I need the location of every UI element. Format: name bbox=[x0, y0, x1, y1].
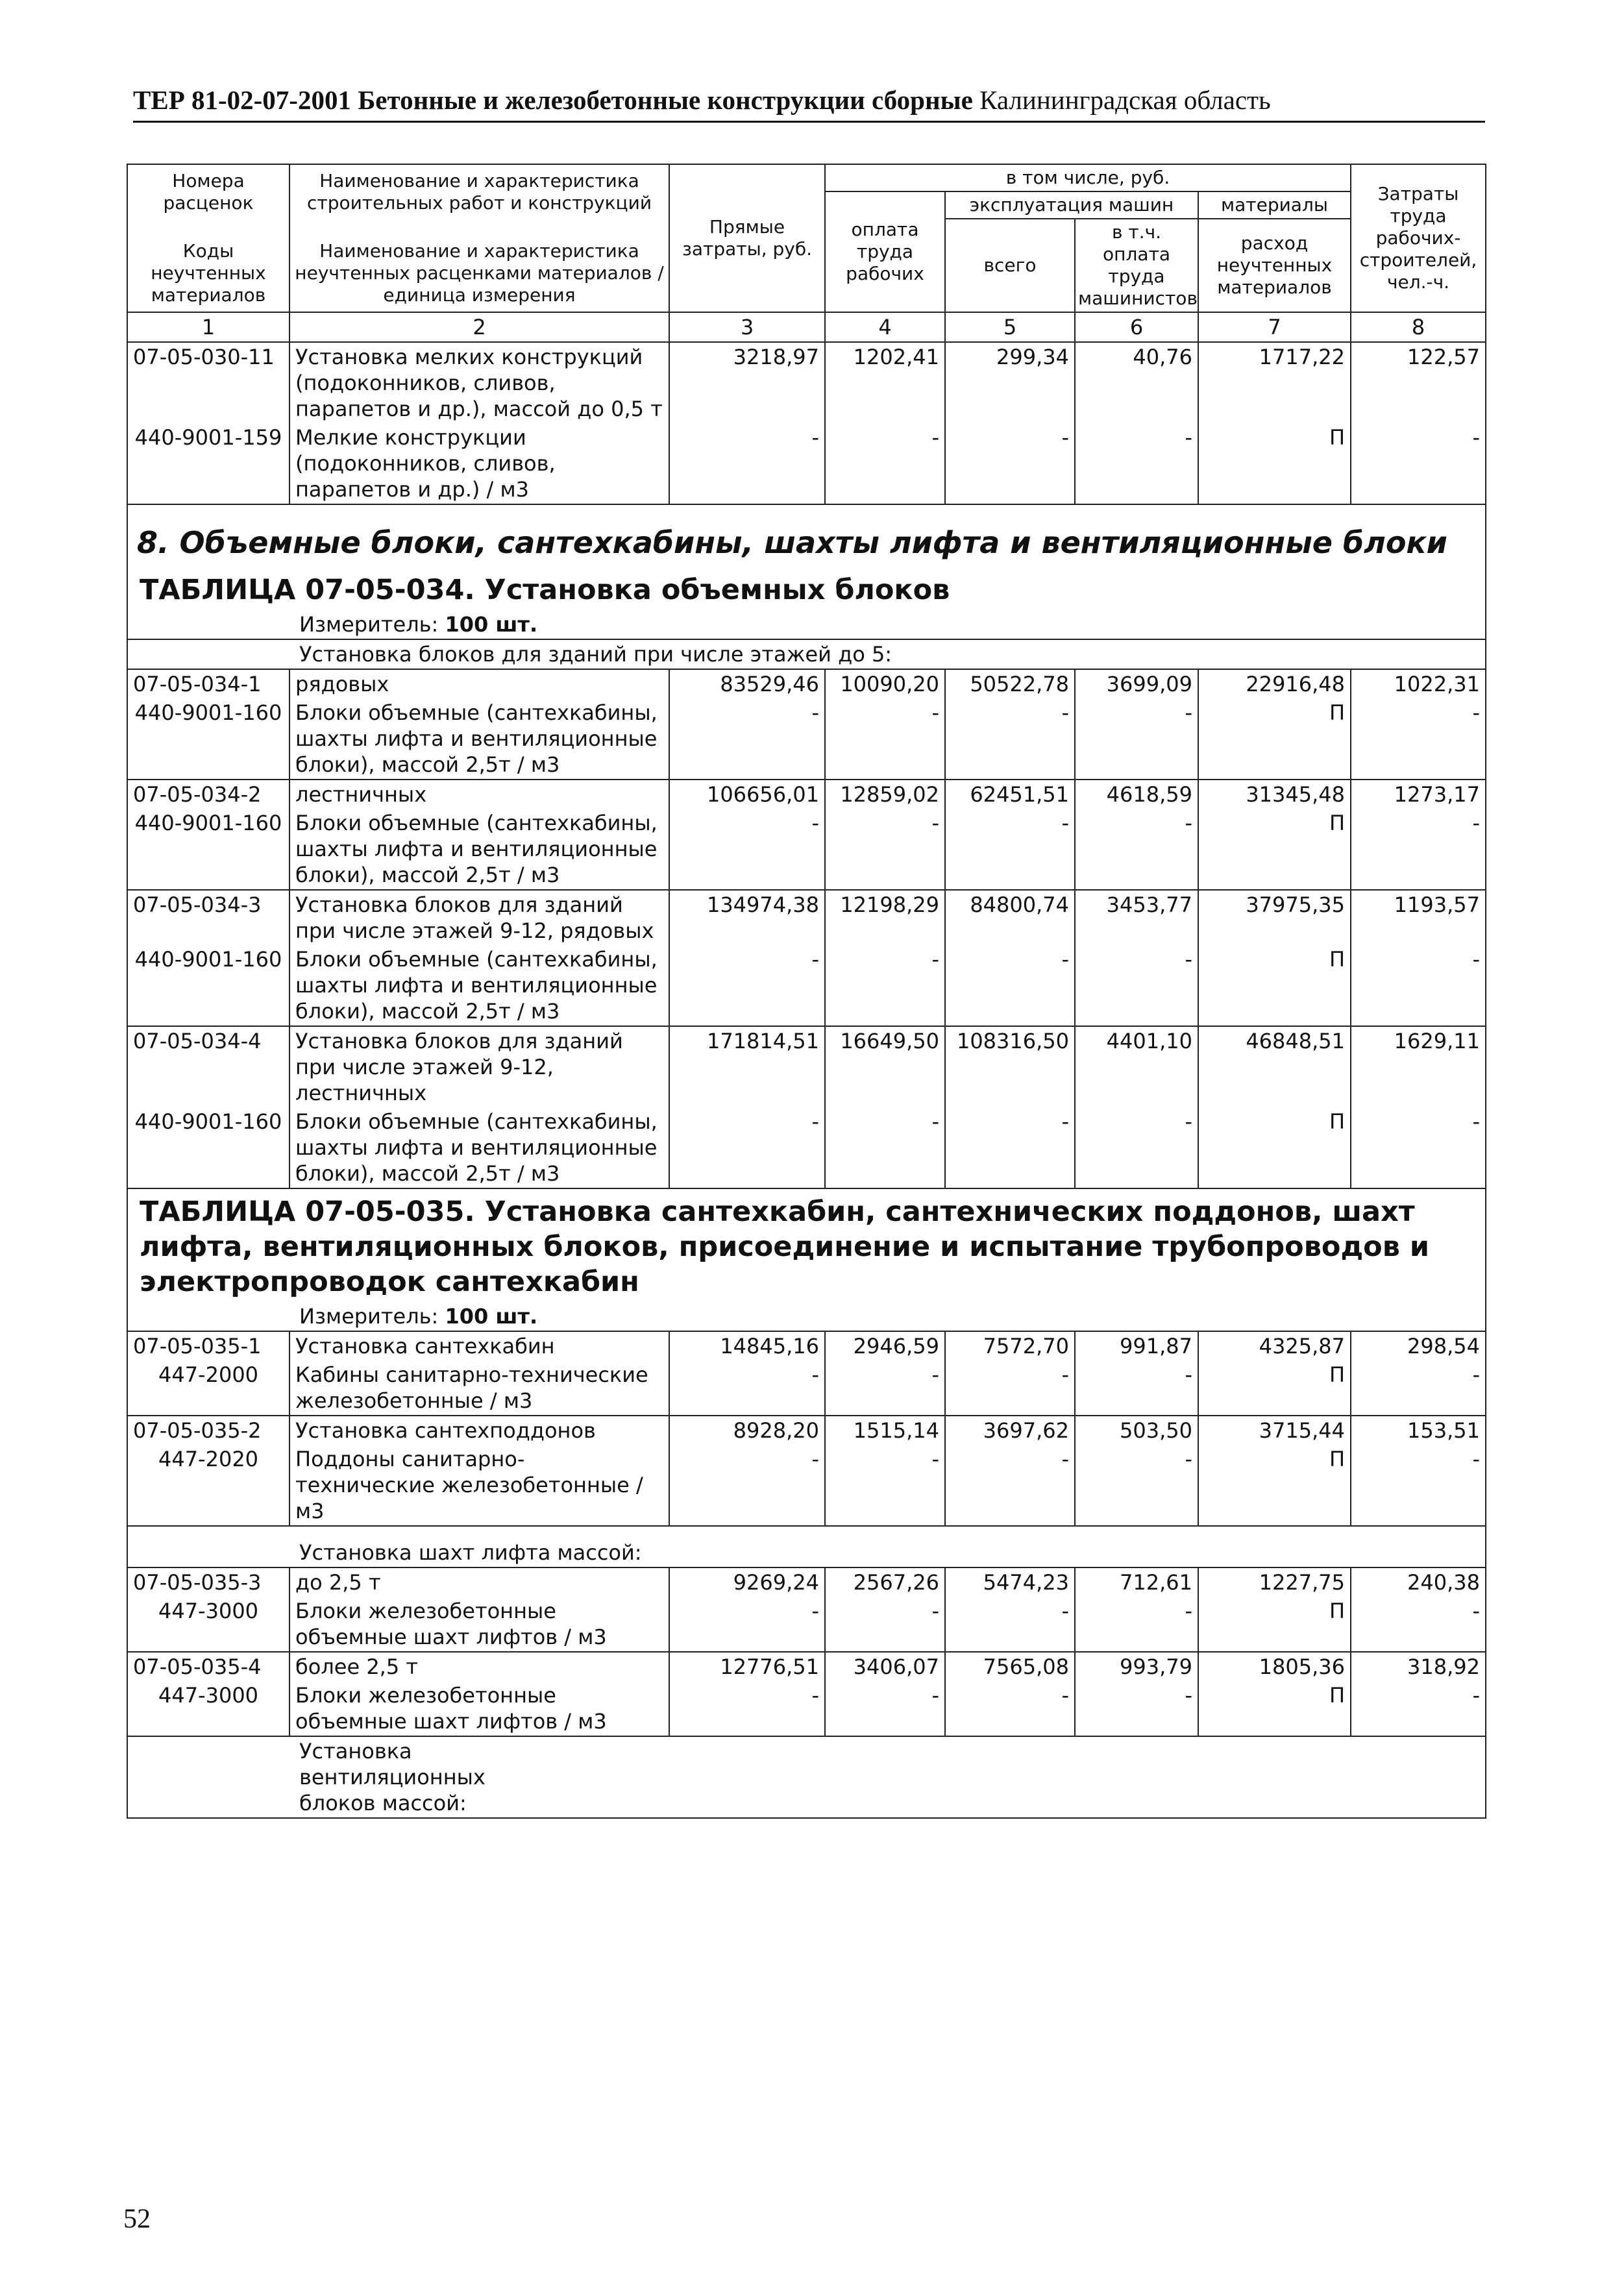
table-035-title: ТАБЛИЦА 07-05-035. Установка сантехкабин, сантехнических поддонов, шахт лифта, вентиляционных блоков, присоединение и испытание трубопроводов и электропроводок сантехкабин bbox=[127, 1188, 1486, 1302]
section-row bbox=[127, 504, 1486, 567]
rate-row: 07-05-035-4 более 2,5 т 12776,51 3406,07 7565,08 993,79 1805,36 318,92 bbox=[127, 1652, 1486, 1681]
rate-row: 07-05-035-3 до 2,5 т 9269,24 2567,26 5474,23 712,61 1227,75 240,38 bbox=[127, 1567, 1486, 1597]
header-region: Калининградская область bbox=[979, 85, 1271, 115]
material-row: 440-9001-159 Мелкие конструкции (подоконников, сливов, парапетов и др.) / м3 - - - - П - bbox=[127, 423, 1486, 504]
col1-header: Номера расценок Коды неучтенных материалов bbox=[127, 164, 289, 312]
lead-row bbox=[127, 1736, 1486, 1818]
table-title-row bbox=[127, 1188, 1486, 1302]
header-doc-code: ТЕР 81-02-07-2001 bbox=[133, 85, 351, 115]
header-rule bbox=[133, 121, 1485, 123]
page-number: 52 bbox=[123, 2204, 151, 2234]
material-row: 447-3000 Блоки железобетонные объемные шахт лифтов / м3 - - - - П - bbox=[127, 1681, 1486, 1736]
lead-row bbox=[127, 1526, 1486, 1567]
col7-header: расход неучтенных материалов bbox=[1198, 219, 1351, 312]
material-row: 447-2000 Кабины санитарно-технические железобетонные / м3 - - - - П - bbox=[127, 1360, 1486, 1416]
group-header: в том числе, руб. bbox=[825, 164, 1351, 191]
table-title-row bbox=[127, 567, 1486, 610]
column-numbers: 1 2 3 4 5 6 7 8 bbox=[127, 312, 1486, 342]
material-row: 440-9001-160 Блоки объемные (сантехкабины, шахты лифта и вентиляционные блоки), массой 2,5т / м3 - - - - П - bbox=[127, 1107, 1486, 1188]
col2-header: Наименование и характеристика строительных работ и конструкций Наименование и характеристика неучтенных расценками материалов / единица измерения bbox=[289, 164, 669, 312]
rate-row: 07-05-035-1 Установка сантехкабин 14845,16 2946,59 7572,70 991,87 4325,87 298,54 bbox=[127, 1331, 1486, 1360]
col6-header: в т.ч. оплата труда машинистов bbox=[1075, 219, 1198, 312]
lead-row bbox=[127, 639, 1486, 669]
material-row: 447-2020 Поддоны санитарно-технические железобетонные / м3 - - - - П - bbox=[127, 1445, 1486, 1526]
lead-shaft: Установка шахт лифта массой: bbox=[127, 1526, 1486, 1567]
rate-row: 07-05-030-11 Установка мелких конструкций (подоконников, сливов, парапетов и др.), массой до 0,5 т 3218,97 1202,41 299,34 40,76 1717,22 122,57 bbox=[127, 342, 1486, 423]
material-row: 440-9001-160 Блоки объемные (сантехкабины, шахты лифта и вентиляционные блоки), массой 2,5т / м3 - - - - П - bbox=[127, 698, 1486, 780]
lead-vent: Установка вентиляционных блоков массой: bbox=[127, 1736, 1486, 1818]
price-table bbox=[127, 164, 1486, 1819]
material-row: 440-9001-160 Блоки объемные (сантехкабины, шахты лифта и вентиляционные блоки), массой 2,5т / м3 - - - - П - bbox=[127, 809, 1486, 890]
header-doc-title: Бетонные и железобетонные конструкции сборные bbox=[358, 85, 973, 115]
running-header bbox=[133, 84, 1271, 116]
material-row: 440-9001-160 Блоки объемные (сантехкабины, шахты лифта и вентиляционные блоки), массой 2,5т / м3 - - - - П - bbox=[127, 945, 1486, 1026]
header-row-1 bbox=[127, 164, 1486, 191]
table-034-title: ТАБЛИЦА 07-05-034. Установка объемных блоков bbox=[127, 567, 1486, 610]
col4-header: оплата труда рабочих bbox=[825, 191, 945, 312]
materials-header: материалы bbox=[1198, 191, 1351, 219]
measure-034: Измеритель: 100 шт. bbox=[127, 610, 1486, 639]
rate-row: 07-05-035-2 Установка сантехподдонов 8928,20 1515,14 3697,62 503,50 3715,44 153,51 bbox=[127, 1416, 1486, 1445]
measure-row bbox=[127, 1302, 1486, 1331]
rate-row: 07-05-034-1 рядовых 83529,46 10090,20 50522,78 3699,09 22916,48 1022,31 bbox=[127, 669, 1486, 698]
measure-row bbox=[127, 610, 1486, 639]
measure-035: Измеритель: 100 шт. bbox=[127, 1302, 1486, 1331]
lead-034: Установка блоков для зданий при числе этажей до 5: bbox=[127, 639, 1486, 669]
col5-header: всего bbox=[945, 219, 1075, 312]
rate-row: 07-05-034-2 лестничных 106656,01 12859,02 62451,51 4618,59 31345,48 1273,17 bbox=[127, 780, 1486, 809]
rate-row: 07-05-034-4 Установка блоков для зданий при числе этажей 9-12, лестничных 171814,51 16649,50 108316,50 4401,10 46848,51 1629,11 bbox=[127, 1026, 1486, 1107]
machines-header: эксплуатация машин bbox=[945, 191, 1198, 219]
section-title: 8. Объемные блоки, сантехкабины, шахты лифта и вентиляционные блоки bbox=[127, 504, 1486, 567]
col8-header: Затраты труда рабочих-строителей, чел.-ч. bbox=[1351, 164, 1486, 312]
col3-header: Прямые затраты, руб. bbox=[669, 164, 825, 312]
rate-row: 07-05-034-3 Установка блоков для зданий при числе этажей 9-12, рядовых 134974,38 12198,29 84800,74 3453,77 37975,35 1193,57 bbox=[127, 890, 1486, 945]
material-row: 447-3000 Блоки железобетонные объемные шахт лифтов / м3 - - - - П - bbox=[127, 1597, 1486, 1652]
